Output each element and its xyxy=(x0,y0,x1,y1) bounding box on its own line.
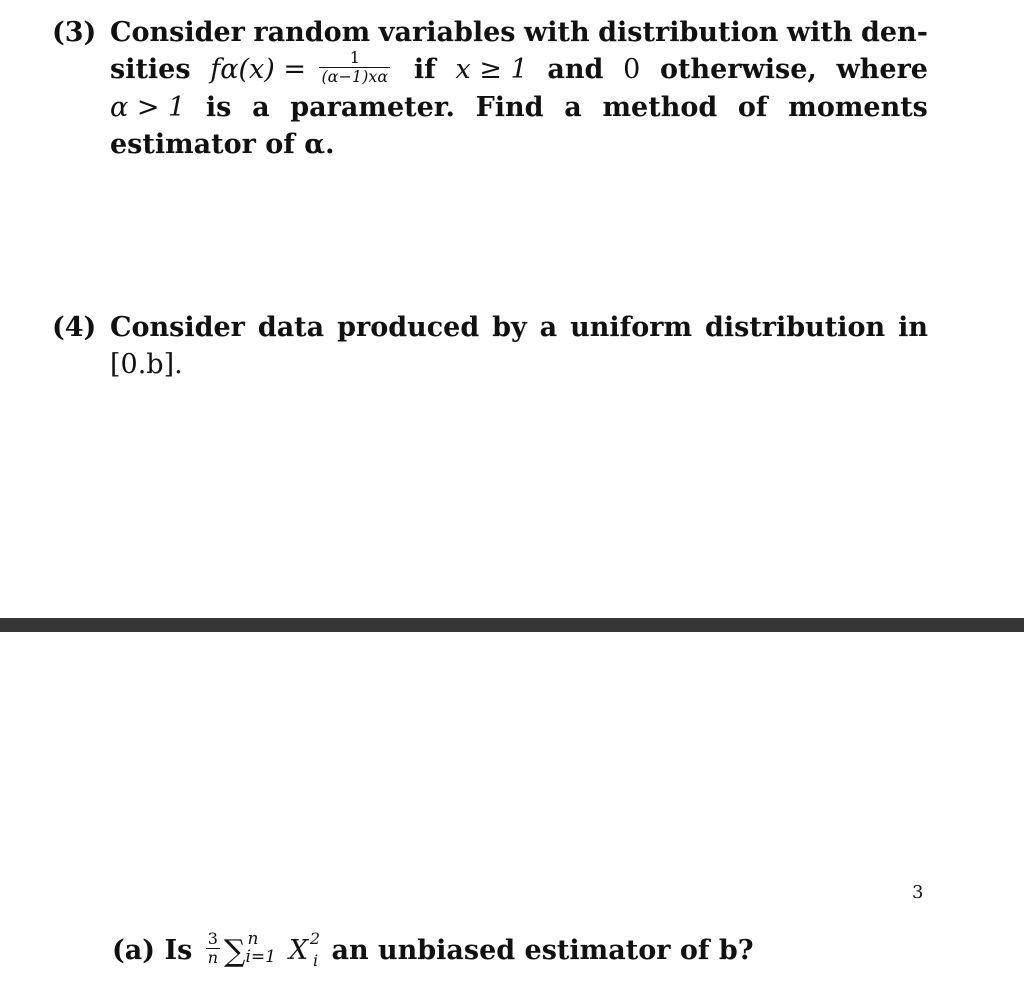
word: variables xyxy=(378,17,516,48)
part-a xyxy=(112,928,754,970)
density-fraction xyxy=(319,49,390,86)
part-label: (a) xyxy=(112,935,156,966)
coef-numerator: 3 xyxy=(206,930,220,949)
fraction-numerator: 1 xyxy=(319,49,390,68)
problem-number: (3) xyxy=(52,17,97,48)
density-formula xyxy=(210,48,394,89)
word: and xyxy=(547,54,604,85)
part-text-after: an unbiased estimator of b? xyxy=(331,935,754,966)
word: random xyxy=(253,17,371,48)
word: with xyxy=(786,17,853,48)
fraction-denominator: (α−1)xα xyxy=(321,67,389,86)
term-sup: 2 xyxy=(309,929,321,948)
density-lhs: fα(x) = xyxy=(210,54,307,85)
sum-symbol: ∑ xyxy=(224,934,246,969)
problem-3-line-2 xyxy=(110,48,928,89)
word: with xyxy=(524,17,590,48)
problem-4 xyxy=(52,309,928,383)
word: distribution xyxy=(598,17,779,48)
math-inline: α > 1 xyxy=(110,92,186,123)
word: distribution xyxy=(704,312,886,343)
math-inline: x ≥ 1 xyxy=(455,54,528,85)
word: method xyxy=(602,92,718,123)
problem-4-line-2: [0.b]. xyxy=(110,349,183,380)
term-sub: i xyxy=(312,951,319,970)
sum-upper: n xyxy=(247,928,259,949)
word: a xyxy=(252,92,270,123)
problem-4-line-1 xyxy=(110,309,928,346)
word: where xyxy=(836,54,928,85)
coefficient-fraction xyxy=(206,930,220,967)
problem-3-line-4: estimator of α. xyxy=(110,129,335,160)
problem-3-line-3 xyxy=(110,89,928,126)
problem-3-line-1 xyxy=(110,14,928,51)
problem-3-text xyxy=(110,14,928,163)
word: moments xyxy=(788,92,928,123)
problem-4-text xyxy=(110,309,928,383)
word: is xyxy=(205,92,232,123)
word: a xyxy=(539,312,558,343)
word: if xyxy=(413,54,436,85)
word: uniform xyxy=(570,312,693,343)
word: produced xyxy=(337,312,480,343)
page-number: 3 xyxy=(912,882,924,903)
word: den- xyxy=(861,17,928,48)
word: in xyxy=(898,312,928,343)
word: by xyxy=(492,312,527,343)
word: of xyxy=(737,92,768,123)
part-text-before: Is xyxy=(164,935,193,966)
word: Find xyxy=(475,92,544,123)
word: parameter. xyxy=(290,92,455,123)
word: Consider xyxy=(110,17,245,48)
word: sities xyxy=(110,54,191,85)
sum-limits xyxy=(245,928,279,967)
word: a xyxy=(564,92,582,123)
term-var: X xyxy=(288,935,309,966)
word: data xyxy=(257,312,325,343)
problem-number: (4) xyxy=(52,312,97,343)
coef-denominator: n xyxy=(207,948,219,967)
word: otherwise, xyxy=(660,54,817,85)
word: Consider xyxy=(110,312,245,343)
problem-3 xyxy=(52,14,928,163)
sum-term xyxy=(288,929,321,970)
page-divider xyxy=(0,618,1024,632)
math-inline: 0 xyxy=(623,54,641,85)
sum-lower: i=1 xyxy=(245,946,276,967)
